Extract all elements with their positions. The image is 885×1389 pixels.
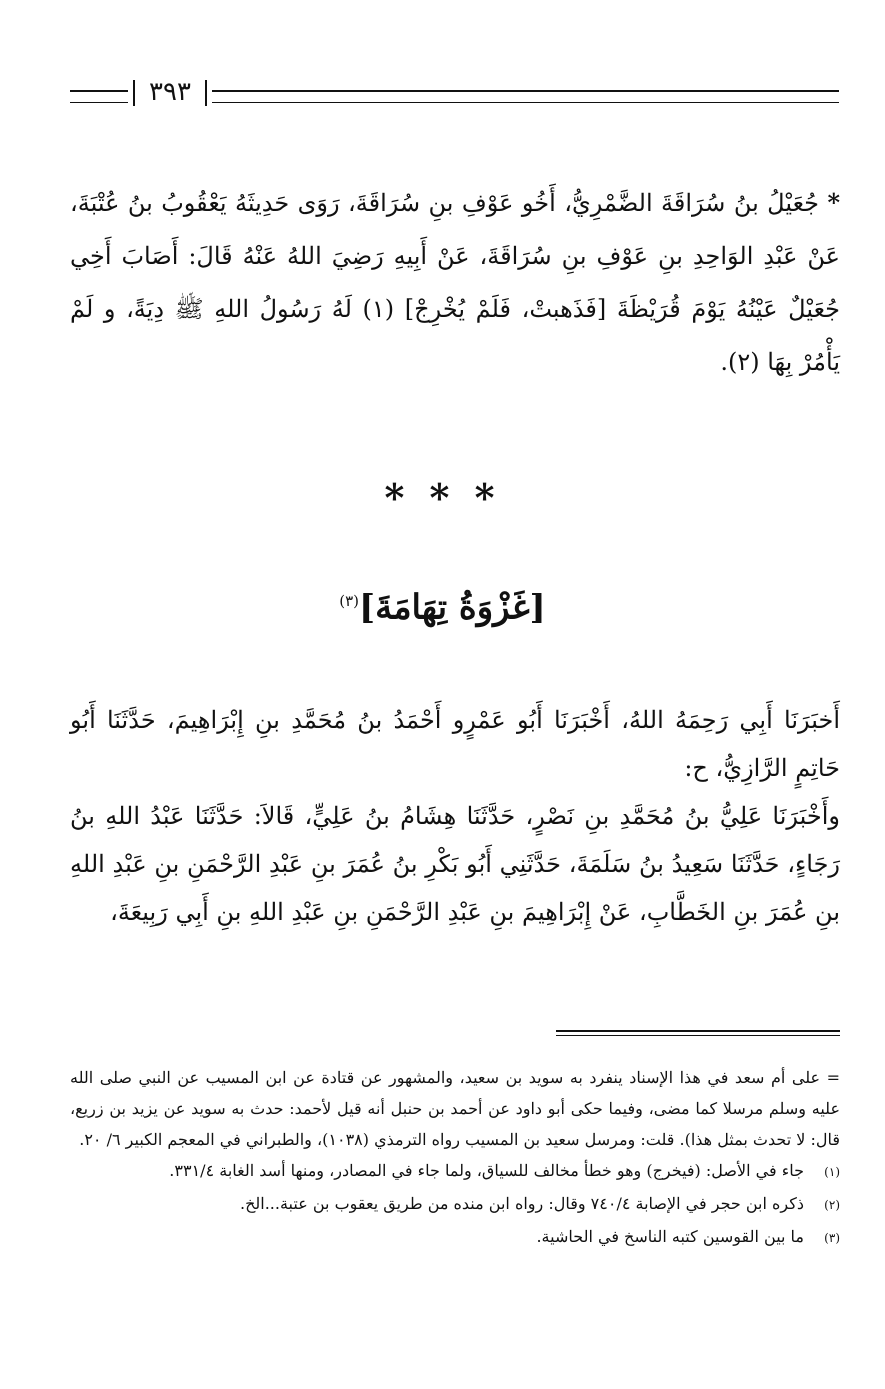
footnote-rule (556, 1030, 840, 1036)
entry-text: جُعَيْلُ بنُ سُرَاقَةَ الضَّمْرِيُّ، أَخُو عَوْفِ بنِ سُرَاقَةَ، رَوَى حَدِيثَهُ يَعْقُوبُ بنُ عُتْبَةَ، عَنْ عَبْدِ الوَاحِدِ بنِ عَوْفِ بنِ سُرَاقَةَ، عَنْ أَبِيهِ رَضِيَ اللهُ عَنْهُ قَالَ: أَصَابَ أَخِي جُعَيْلٌ عَيْنُهُ يَوْمَ قُرَيْظَةَ [فَذَهبتْ، فَلَمْ يُخْرِجْ] (١) لَهُ رَسُولُ اللهِ ﷺ دِيَةً، و لَمْ يَأْمُرْ بِهَا (٢). (70, 189, 840, 376)
section-heading-text: [غَزْوَةُ تِهَامَةَ] (359, 587, 546, 628)
header-rule-right (212, 90, 839, 103)
paragraph: أَخبَرَنَا أَبِي رَحِمَهُ اللهُ، أَخْبَرَنَا أَبُو عَمْرٍو أَحْمَدُ بنُ مُحَمَّدِ بنِ إِبْرَاهِيمَ، حَدَّثَنَا أَبُو حَاتِمٍ الرَّازِيُّ، ح: (70, 706, 841, 782)
section-heading (0, 576, 885, 632)
footnote-item (70, 1155, 840, 1188)
biography-entry (70, 176, 840, 389)
footnote-ref: (٣) (339, 592, 360, 610)
paragraph: وأَخْبَرَنَا عَلِيُّ بنُ مُحَمَّدِ بنِ نَصْرٍ، حَدَّثَنَا هِشَامُ بنُ عَلِيٍّ، قَالاَ: حَدَّثَنَا عَبْدُ اللهِ بنُ رَجَاءٍ، حَدَّثَنَا سَعِيدُ بنُ سَلَمَةَ، حَدَّثَنِي أَبُو بَكْرِ بنُ عُمَرَ بنِ عَبْدِ الرَّحْمَنِ بنِ عَبْدِ اللهِ بنِ عُمَرَ بنِ الخَطَّابِ، عَنْ إِبْرَاهِيمَ بنِ عَبْدِ الرَّحْمَنِ بنِ عَبْدِ اللهِ بنِ أَبِي رَبِيعَةَ، (70, 802, 840, 926)
footnote-marker: (٣) (824, 1231, 840, 1245)
narration-block (70, 696, 840, 936)
footnote-item (70, 1188, 840, 1221)
footnote-marker: (١) (824, 1165, 840, 1179)
section-separator: * * * (384, 475, 501, 520)
page-number: ٣٩٣ (149, 77, 191, 107)
footnote-text: ما بين القوسين كتبه الناسخ في الحاشية. (536, 1227, 804, 1246)
header-divider (133, 80, 135, 106)
footnote-marker: (٢) (824, 1198, 840, 1212)
header-rule-left (70, 90, 128, 103)
footnote-text: جاء في الأصل: (فيخرج) وهو خطأ مخالف للسياق، ولما جاء في المصادر، ومنها أسد الغابة ٣٣١/٤. (169, 1161, 804, 1180)
entry-star: * (827, 188, 840, 217)
footnotes (70, 1062, 840, 1254)
footnote-continuation: = على أم سعد في هذا الإسناد ينفرد به سويد بن سعيد، والمشهور عن قتادة عن ابن المسيب عن النبي صلى الله عليه وسلم مرسلا كما مضى، وفيما حكى أبو داود عن أحمد بن حنبل أنه قيل لأحمد: حدث به سويد عن يزيد بن زريع، قال: لا تحدث بمثل هذا). قلت: ومرسل سعيد بن المسيب رواه الترمذي (١٠٣٨)، والطبراني في المعجم الكبير ٦/ ٢٠. (70, 1068, 840, 1149)
footnote-text: ذكره ابن حجر في الإصابة ٧٤٠/٤ وقال: رواه ابن منده من طريق يعقوب بن عتبة...الخ. (239, 1194, 804, 1213)
footnote-item (70, 1221, 840, 1254)
header-divider (205, 80, 207, 106)
